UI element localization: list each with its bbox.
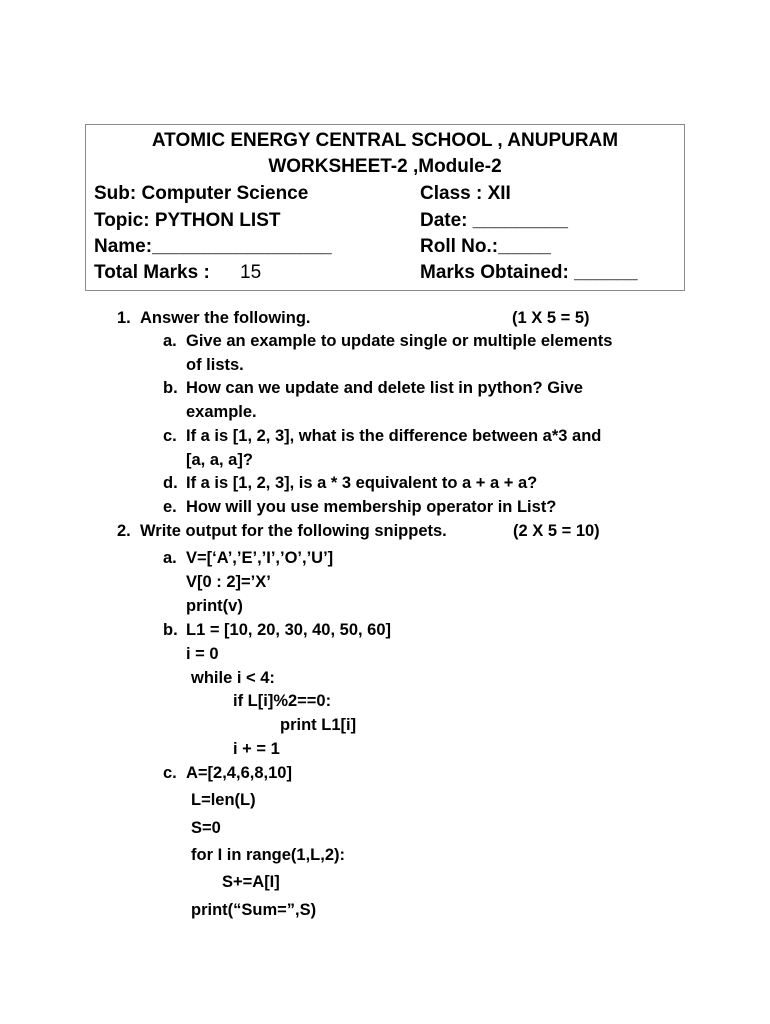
code-line: S+=A[I] (222, 873, 280, 891)
roll-field: Roll No.:_____ (420, 236, 551, 257)
school-name: ATOMIC ENERGY CENTRAL SCHOOL , ANUPURAM (151, 130, 619, 151)
part-label: b. (163, 621, 178, 639)
part-text: Give an example to update single or multiple elements (186, 332, 613, 350)
code-line: V=[‘A’,’E’,’I’,’O’,’U’] (186, 549, 334, 567)
code-line: L=len(L) (191, 791, 256, 809)
part-label: a. (163, 332, 177, 350)
part-text: If a is [1, 2, 3], what is the difference between a*3 and (186, 427, 602, 445)
question-number: 1. (117, 309, 131, 327)
code-line: i = 0 (186, 645, 219, 663)
part-label: b. (163, 379, 178, 397)
code-line: i + = 1 (233, 740, 280, 758)
code-line: for I in range(1,L,2): (191, 846, 346, 864)
marks-obtained-field: Marks Obtained: ______ (420, 262, 638, 283)
subject-label: Sub: Computer Science (94, 183, 309, 204)
question-text: Answer the following. (140, 309, 311, 327)
code-line: A=[2,4,6,8,10] (186, 764, 292, 782)
question-number: 2. (117, 522, 131, 540)
code-line: L1 = [10, 20, 30, 40, 50, 60] (186, 621, 392, 639)
part-label: c. (163, 427, 177, 445)
part-text: example. (186, 403, 257, 421)
part-label: a. (163, 549, 177, 567)
part-text: How will you use membership operator in List? (186, 498, 557, 516)
part-text: If a is [1, 2, 3], is a * 3 equivalent to a + a + a? (186, 474, 538, 492)
part-label: c. (163, 764, 177, 782)
part-text: [a, a, a]? (186, 451, 253, 469)
total-marks-value: 15 (240, 262, 262, 283)
question-marks: (2 X 5 = 10) (513, 522, 600, 540)
code-line: V[0 : 2]=’X’ (186, 573, 271, 591)
total-marks-label: Total Marks : (94, 262, 210, 283)
topic-label: Topic: PYTHON LIST (94, 210, 281, 231)
code-line: while i < 4: (191, 669, 275, 687)
code-line: print(“Sum=”,S) (191, 901, 317, 919)
code-line: print(v) (186, 597, 243, 615)
question-marks: (1 X 5 = 5) (512, 309, 590, 327)
name-field: Name:_________________ (94, 236, 332, 257)
code-line: print L1[i] (280, 716, 357, 734)
part-text: of lists. (186, 356, 244, 374)
worksheet-header (85, 124, 685, 291)
part-label: e. (163, 498, 177, 516)
date-field: Date: _________ (420, 210, 568, 231)
question-text: Write output for the following snippets. (140, 522, 447, 540)
class-label: Class : XII (420, 183, 511, 204)
code-line: if L[i]%2==0: (233, 692, 332, 710)
code-line: S=0 (191, 819, 221, 837)
part-text: How can we update and delete list in python? Give (186, 379, 583, 397)
worksheet-title: WORKSHEET-2 ,Module-2 (268, 156, 502, 177)
part-label: d. (163, 474, 178, 492)
